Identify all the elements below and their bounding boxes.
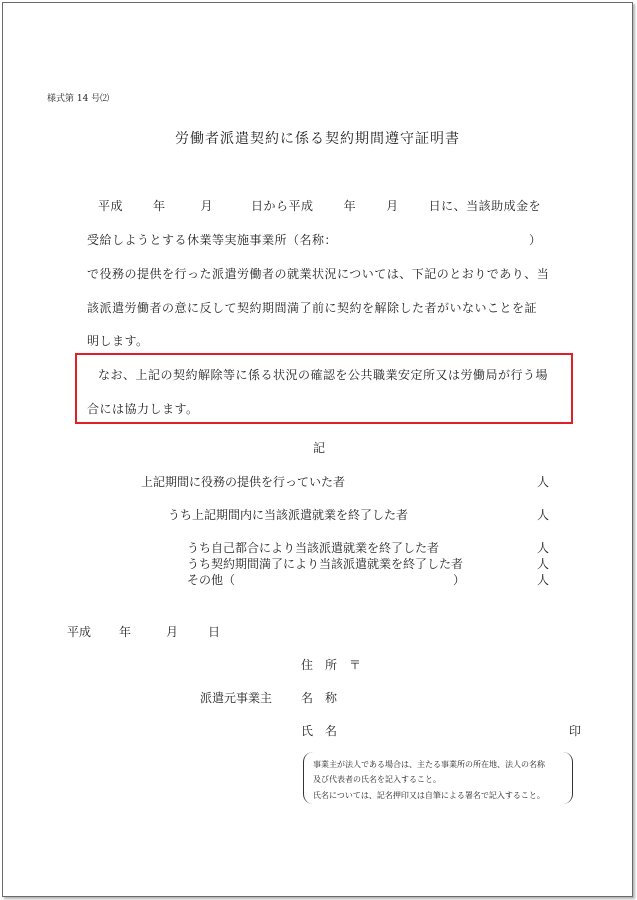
date-month: 月: [166, 625, 179, 639]
item-label-1: 上記期間に役務の提供を行っていた者: [141, 475, 346, 489]
day-to-label: 日に、当該助成金を: [428, 199, 542, 213]
date-year: 年: [119, 625, 132, 639]
note-line-1: 事業主が法人である場合は、主たる事業所の所在地、法人の名称: [313, 760, 545, 769]
company-name-label: 名 称: [301, 691, 338, 705]
item-unit-2: 人: [537, 508, 550, 522]
paragraph2-line2: 合には協力します。: [87, 402, 199, 416]
seal-mark: 印: [569, 724, 582, 738]
item-label-2: うち上記期間内に当該派遣就業を終了した者: [168, 508, 409, 522]
address-label: 住 所: [301, 658, 338, 672]
note-line-2: 及び代表者の氏名を記入すること。: [313, 775, 441, 784]
month-label: 月: [200, 199, 214, 213]
postal-mark: 〒: [349, 658, 362, 672]
item-unit-4: 人: [537, 557, 550, 571]
item-other-open: その他（: [187, 573, 236, 587]
document-page: [2, 2, 633, 897]
month-label-2: 月: [386, 199, 399, 213]
note-line-3: 氏名については、記名押印又は自筆による署名で記入すること。: [313, 791, 545, 800]
paragraph1-line1: [98, 197, 541, 214]
item-unit-5: 人: [537, 573, 550, 587]
item-unit-1: 人: [537, 475, 550, 489]
address-row: [301, 656, 361, 673]
item-other-close: ）: [453, 573, 466, 587]
item-label-5: [187, 571, 465, 588]
item-label-3: うち自己都合により当該派遣就業を終了した者: [187, 541, 440, 555]
page-title: 労働者派遣契約に係る契約期間遵守証明書: [175, 131, 460, 147]
date-era: 平成: [67, 625, 92, 639]
facility-name-close: ）: [529, 233, 542, 247]
dispatcher-label: 派遣元事業主: [200, 691, 273, 705]
day-from-label: 日から平成: [251, 199, 314, 213]
ki-heading: 記: [313, 441, 326, 455]
item-label-4: うち契約期間満了により当該派遣就業を終了した者: [187, 557, 464, 571]
item-unit-3: 人: [537, 541, 550, 555]
paragraph2-line1: なお、上記の契約解除等に係る状況の確認を公共職業安定所又は労働局が行う場: [98, 368, 549, 382]
paragraph1-line4: 該派遣労働者の意に反して契約期間満了前に契約を解除した者がいないことを証: [87, 301, 538, 315]
date-line: [67, 623, 220, 640]
form-number: 様式第 14 号⑵: [47, 94, 110, 104]
facility-name-label: 受給しようとする休業等実施事業所（名称：: [87, 233, 338, 247]
year-label-2: 年: [343, 199, 357, 213]
paragraph1-line2: [87, 231, 542, 248]
person-name-label: 氏 名: [301, 724, 338, 738]
year-label: 年: [153, 199, 166, 213]
date-day: 日: [208, 625, 221, 639]
era-label: 平成: [98, 199, 124, 213]
paragraph1-line3: で役務の提供を行った派遣労働者の就業状況については、下記のとおりであり、当: [87, 267, 550, 281]
paragraph1-line5: 明します。: [87, 334, 149, 348]
